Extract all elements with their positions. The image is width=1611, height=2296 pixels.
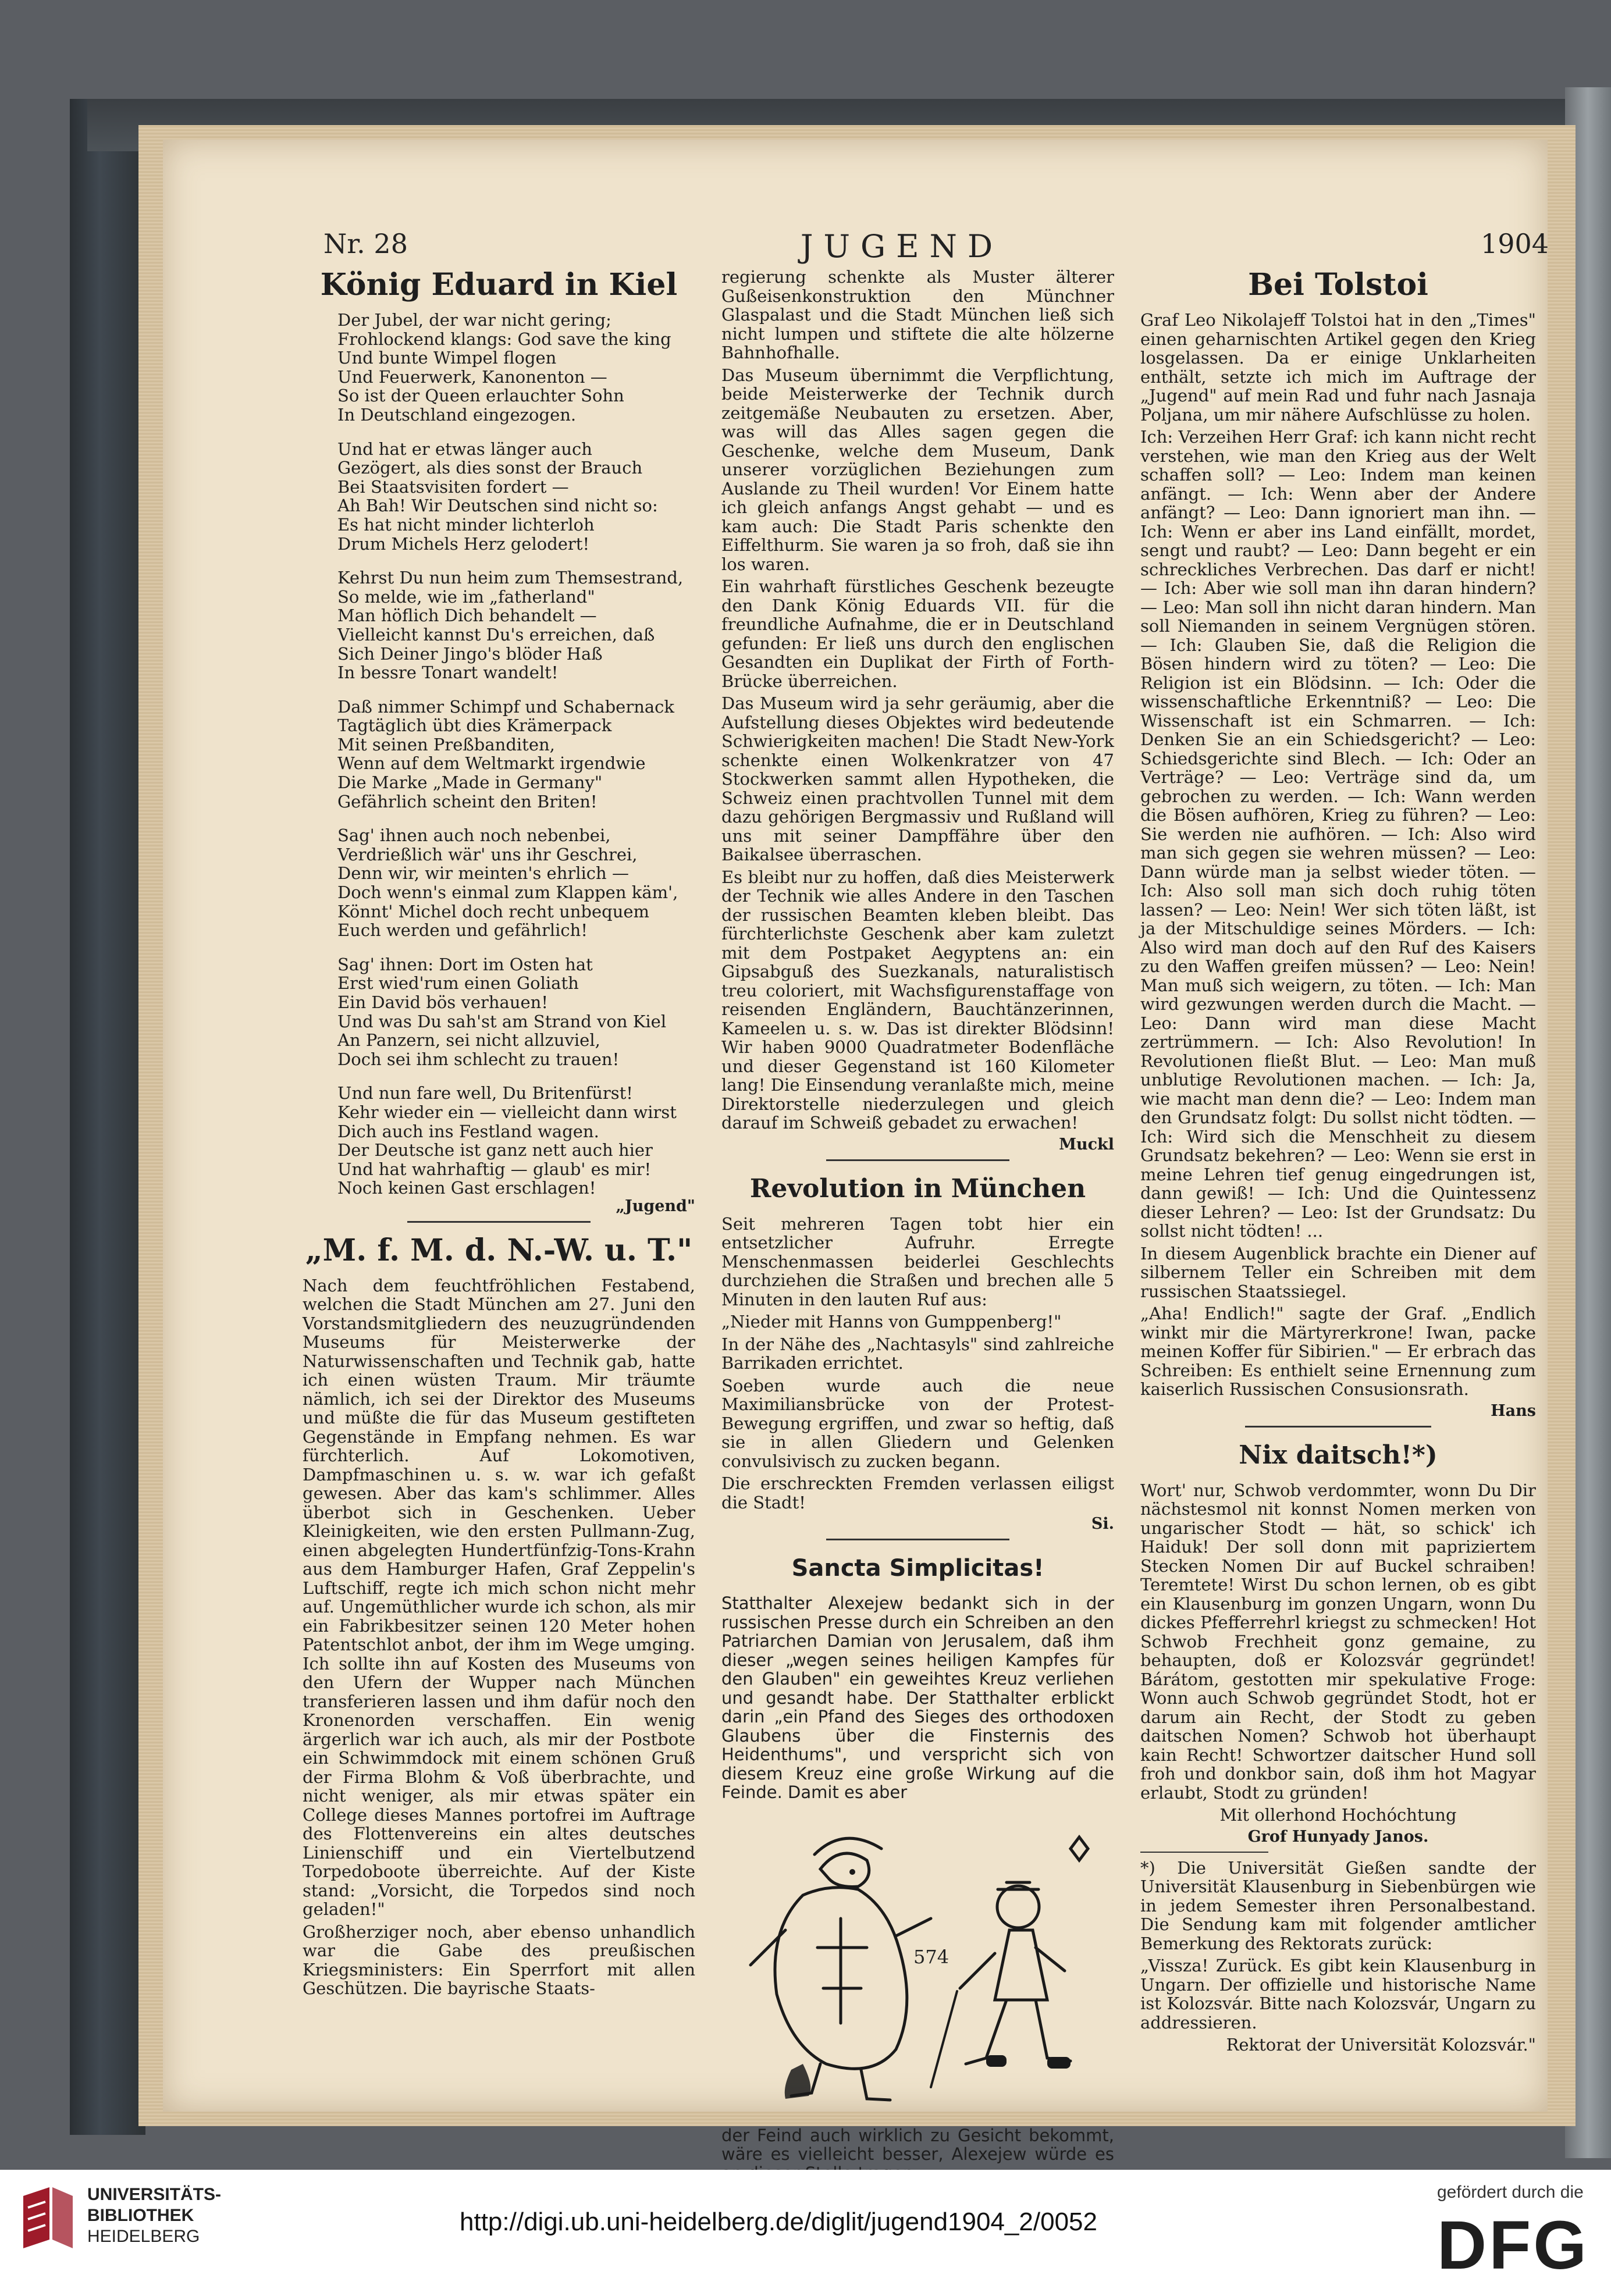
year: 1904 bbox=[1481, 228, 1549, 259]
poem-stanza: Daß nimmer Schimpf und Schabernack Tagtäglich übt dies Krämerpack Mit seinen Preßbanditen, Wenn auf dem Weltmarkt irgendwie Die Marke „Made in Germany" Gefährlich scheint den Briten! bbox=[337, 696, 674, 811]
paragraph: Das Museum wird ja sehr geräumig, aber die Aufstellung dieses Objektes wird bedeutende Schwierigkeiten machen! Die Stadt New-York schenkte einen Wolkenkratzer von 47 Stockwerken sammt allen Hypotheken, die Schweiz einen prachtvollen Tunnel mit dem dazu gehörigen Bergmassiv und Rußland will uns mit seiner Dampffähre über den Baikalsee überraschen. bbox=[721, 693, 1114, 864]
library-line: UNIVERSITÄTS- bbox=[87, 2185, 222, 2204]
paragraph: Graf Leo Nikolajeff Tolstoi hat in den „Times" einen geharnischten Artikel gegen den Krieg losgelassen. Da er einige Unklarheiten enthält, setzte ich mich im Auftrage der „Jugend" auf mein Rad und fuhr nach Jasnaja Poljana, um mir nähere Aufschlüsse zu holen. bbox=[1140, 310, 1536, 425]
paragraph: „Aha! Endlich!" sagte der Graf. „Endlich winkt mir die Märtyrerkrone! Iwan, packe meinen Koffer für Sibirien." — Er erbrach das Schreiben: Es enthielt seine Ernennung zum kaiserlich Russischen Consusionsrath. bbox=[1140, 1304, 1536, 1399]
paragraph: In der Nähe des „Nachtasyls" sind zahlreiche Barrikaden errichtet. bbox=[721, 1334, 1114, 1373]
footnote: *) Die Universität Gießen sandte der Universität Klausenburg in Siebenbürgen wie in jedem Semester ihren Personalbestand. Die Sendung kam mit folgender amtlicher Bemerkung des Rektorats zurück: bbox=[1140, 1857, 1536, 1953]
poem-stanza: Kehrst Du nun heim zum Themsestrand, So melde, wie im „fatherland" Man höflich Dich behandelt — Vielleicht kannst Du's erreichen, daß Sich Deiner Jingo's blöder Haß In bessre Tonart wandelt! bbox=[337, 568, 684, 683]
signature: Hans bbox=[1491, 1401, 1536, 1420]
paragraph: Statthalter Alexejew bedankt sich in der russischen Presse durch ein Schreiben an den Patriarchen Damian von Jerusalem, daß ihm dieser „wegen seines heiligen Kampfes für den Glauben" ein geweihtes Kreuz verliehen und gesandt habe. Der Statthalter erblickt darin „ein Pfand des Sieges des orthodoxen Glaubens über die Finsternis des Heidenthums", und verspricht sich von diesem Kreuz eine große Wirkung auf die Feinde. Damit es aber bbox=[721, 1593, 1114, 1802]
paragraph: der Feind auch wirklich zu Gesicht bekommt, wäre es vielleicht besser, Alexejew würde es bbox=[721, 2125, 1114, 2164]
issue-number: Nr. 28 bbox=[323, 228, 408, 259]
article-title-revolution: Revolution in München bbox=[749, 1173, 1086, 1204]
poem-stanza: Und nun fare well, Du Britenfürst! Kehr wieder ein — vielleicht dann wirst Dich auch ins Festland wagen. Der Deutsche ist ganz nett auch hier Und hat wahrhaftig — glaub' es mir! Noch keinen Gast erschlagen! bbox=[337, 1083, 677, 1198]
divider bbox=[826, 1539, 1009, 1540]
magazine-title: JUGEND bbox=[800, 228, 1004, 265]
column-left bbox=[303, 268, 695, 2002]
paragraph: Die erschreckten Fremden verlassen eiligst die Stadt! bbox=[721, 1473, 1114, 1512]
sancta-simplicitas-block bbox=[721, 1551, 1114, 2183]
dfg-logo: DFG bbox=[1437, 2207, 1589, 2284]
article-title-nix-daitsch: Nix daitsch!*) bbox=[1239, 1440, 1438, 1470]
paragraph: Mit ollerhond Hochóchtung bbox=[1219, 1805, 1457, 1825]
university-library-logo-icon bbox=[17, 2184, 76, 2254]
poem bbox=[303, 311, 695, 1198]
article-title-tolstoi: Bei Tolstoi bbox=[1248, 267, 1428, 302]
footnote-divider bbox=[1140, 1852, 1268, 1853]
poem-stanza: Sag' ihnen auch noch nebenbei, Verdrießlich wär' uns ihr Geschrei, Denn wir, wir meinten's ehrlich — Doch wenn's einmal zum Klappen käm', Könnt' Michel doch recht unbequem Euch werden und gefährlich! bbox=[337, 825, 678, 941]
poem-stanza: Der Jubel, der war nicht gering; Frohlockend klangs: God save the king Und bunte Wimpel flogen Und Feuerwerk, Kanonenton — So ist der Queen erlauchter Sohn In Deutschland eingezogen. bbox=[337, 310, 671, 425]
article-title-museum: „M. f. M. d. N.-W. u. T." bbox=[305, 1232, 693, 1268]
poem-stanza: Sag' ihnen: Dort im Osten hat Erst wied'rum einen Goliath Ein David bös verhauen! Und was Du sah'st am Strand von Kiel An Panzern, sei nicht allzuviel, Doch sei ihm schlecht zu trauen! bbox=[337, 954, 667, 1069]
footnote: „Vissza! Zurück. Es gibt kein Klausenburg in Ungarn. Der offizielle und historische Name ist Kolozsvár. Bitte nach Kolozsvár, Ungarn zu addressieren. bbox=[1140, 1956, 1536, 2032]
paragraph: Das Museum übernimmt die Verpflichtung, beide Meisterwerke der Technik durch zeitgemäße Neubauten zu ersetzen. Aber, was will das Alles sagen gegen die Geschenke, welche dem Museum, Dank unserer vorzüglichen Beziehungen zum Auslande zu Theil wurden! Vor Einem hatte ich gleich anfangs Angst gehabt — und es kam auch: Die Stadt Paris schenkte den Eiffelthurm. Sie waren ja so froh, daß sie ihn los waren. bbox=[721, 365, 1114, 574]
paragraph: regierung schenkte als Muster älterer Gußeisenkonstruktion den Münchner Glaspalast und die Stadt München ließ sich nicht lumpen und stiftete die alte hölzerne Bahnhofhalle. bbox=[721, 267, 1114, 362]
book-cover-edge bbox=[70, 99, 145, 2135]
paragraph: „Nieder mit Hanns von Gumppenberg!" bbox=[721, 1312, 1062, 1332]
signature: „Jugend" bbox=[616, 1197, 695, 1215]
divider bbox=[407, 1221, 591, 1223]
paragraph: Soeben wurde auch die neue Maximiliansbrücke von der Protest-Bewegung ergriffen, und zwar so heftig, daß sie in allen Gliedern und Gelenken convulsivisch zu zucken begann. bbox=[721, 1375, 1114, 1471]
signature: Si. bbox=[1091, 1515, 1114, 1533]
divider bbox=[1245, 1426, 1431, 1428]
library-line: BIBLIOTHEK bbox=[87, 2206, 194, 2225]
paragraph: In diesem Augenblick brachte ein Diener auf silbernem Teller ein Schreiben mit dem russischen Staatssiegel. bbox=[1140, 1243, 1536, 1301]
signature: Muckl bbox=[1059, 1135, 1114, 1154]
article-title-koenig-eduard: König Eduard in Kiel bbox=[320, 267, 678, 302]
library-name bbox=[87, 2184, 221, 2247]
footnote: Rektorat der Universität Kolozsvár." bbox=[1226, 2035, 1536, 2055]
paragraph: Großherziger noch, aber ebenso unhandlich war die Gabe des preußischen Kriegsministers: Ein Sperrfort mit allen Geschützen. Die bayrische Staats- bbox=[303, 1921, 695, 1999]
paragraph: Wort' nur, Schwob verdommter, wonn Du Dir nächstesmol nit konnst Nomen merken von ungarischer Stodt — hät, so schick' ich Haiduk! Der soll donn mit papriziertem Stecken Nomen Dir auf Buckel schraiben! Teremtete! Wirst Du schon lernen, ob es gibt ein Klausenburg im gonzen Ungarn, wonn Du dickes Pfefferrehrl kriegst zu schmecken! Hot Schwob Frechheit gonz gemaine, zu behaupten, doß er Kolozsvár gegründet! Bárátom, gestotten mir spekulative Froge: Wonn auch Schwob gegründet Stodt, hot er darum ain Recht, der Stodt zu geben daitschen Nomen? Schwob hot überhaupt kain Recht! Schwortzer daitscher Hund soll froh und donkbor sain, doß ihm hot Magyar erlaubt, Stodt zu gründen! bbox=[1140, 1480, 1536, 1803]
page-number: 574 bbox=[913, 1946, 949, 1968]
paragraph: Seit mehreren Tagen tobt hier ein entsetzlicher Aufruhr. Erregte Menschenmassen beiderlei Geschlechts durchziehen die Straßen und brechen alle 5 Minuten in den lauten Ruf aus: bbox=[721, 1213, 1114, 1309]
funded-by-label: gefördert durch die bbox=[1437, 2183, 1584, 2202]
column-right bbox=[1140, 268, 1536, 2058]
library-line: HEIDELBERG bbox=[87, 2227, 200, 2246]
column-middle bbox=[721, 268, 1114, 2186]
divider bbox=[826, 1159, 1009, 1161]
permalink-url[interactable]: http://digi.ub.uni-heidelberg.de/diglit/jugend1904_2/0052 bbox=[460, 2208, 1097, 2236]
poem-stanza: Und hat er etwas länger auch Gezögert, als dies sonst der Brauch Bei Staatsvisiten fordert — Ah Bah! Wir Deutschen sind nicht so: Es hat nicht minder lichterloh Drum Michels Herz gelodert! bbox=[337, 439, 658, 554]
paragraph: Nach dem feuchtfröhlichen Festabend, welchen die Stadt München am 27. Juni den Vorstandsmitgliedern des neuzugründenden Museums für Meisterwerke der Naturwissenschaften und Technik gab, hatte ich einen wüsten Traum. Mir träumte nämlich, ich sei der Direktor des Museums und müßte die für das Museum gestifteten Gegenstände in Empfang nehmen. Es war fürchterlich. Auf Lokomotiven, Dampfmaschinen u. s. w. war ich gefaßt gewesen. Aber das kam's schlimmer. Alles überbot sich in Geschenken. Ueber Kleinigkeiten, wie den ersten Pullmann-Zug, einen abgelegten Hundertfünfzig-Tons-Krahn aus dem Hamburger Hafen, Graf Zeppelin's Luftschiff, regte ich mich schon nicht mehr auf. Ungemüthlicher wurde ich schon, als mir ein Fabrikbesitzer seinen 120 Meter hohen Patentschlot anbot, der ihm im Wege umging. Ich sollte ihn auf Kosten des Museums von den Ufern der Wupper nach München transferieren lassen und ihm dafür noch den Kronenorden verschaffen. Ein wenig ärgerlich war ich auch, als mir der Postbote ein Schwimmdock mit einem schönen Gruß der Firma Blohm & Voß überbrachte, und nicht weniger, als mir etwas später ein College dieses Mannes portofrei im Auftrage des Flottenvereins ein altes deutsches Linienschiff und ein Viertelbutzend Torpedoboote überreichte. Auf der Kiste stand: „Vorsicht, die Torpedos sind noch geladen!" bbox=[303, 1275, 695, 1920]
paragraph: Es bleibt nur zu hoffen, daß dies Meisterwerk der Technik wie alles Andere in den Taschen der russischen Beamten kleben bleibt. Das fürchterlichste Geschenk aber kam zuletzt mit dem Postpaket Aegyptens an: ein Gipsabguß des Suezkanals, naturalistisch treu coloriert, mit Wachsfigurenstaffage von reisenden Engländern, Bauchtänzerinnen, Kameelen u. s. w. Das ist direkter Blödsinn! Wir haben 9000 Quadratmeter Bodenfläche und dieser Gegenstand ist 160 Kilometer lang! Die Einsendung veranlaßte mich, meine Direktorstelle niederzulegen und gleich darauf im Schweiß gebadet zu erwachen! bbox=[721, 867, 1114, 1133]
paragraph: Ein wahrhaft fürstliches Geschenk bezeugte den Dank König Eduards VII. für die freundliche Aufnahme, die er in Deutschland gefunden: Er ließ uns durch den englischen Gesandten ein Duplikat der Firth of Forth-Brücke überreichen. bbox=[721, 576, 1114, 691]
article-title-sancta: Sancta Simplicitas! bbox=[791, 1555, 1044, 1582]
signature: Grof Hunyady Janos. bbox=[1247, 1827, 1429, 1846]
paragraph: Ich: Verzeihen Herr Graf: ich kann nicht recht verstehen, wie man den Krieg aus der Welt schaffen soll? — Leo: Indem man keinen anfängt. — Ich: Wenn aber der Andere anfängt? — Leo: Dann ignoriert man ihn. — Ich: Wenn er aber ins Land einfällt, mordet, sengt und raubt? — Leo: Dann begeht er ein schreckliches Verbrechen. Das darf er nicht! — Ich: Aber wie soll man ihn daran hindern? — Leo: Man soll ihn nicht daran hindern. Man soll Niemanden in seinem Vergnügen stören. — Ich: Glauben Sie, daß die Religion die Bösen hindern wird zu töten? — Leo: Die Religion ist ein Blödsinn. — Ich: Oder die wissenschaftliche Erkenntniß? — Leo: Die Wissenschaft ist ein Schmarren. — Ich: Denken Sie an ein Schiedsgericht? — Leo: Schiedsgerichte sind Blech. — Ich: Oder an Verträge? — Leo: Verträge sind da, um gebrochen zu werden. — Ich: Wann werden die Bösen aufhören, Krieg zu führen? — Leo: Sie werden nie aufhören. — Ich: Also wird man sich gegen sie wehren müssen? — Leo: Dann würde man ja selbst wieder töten. — Ich: Also soll man sich doch ruhig töten lassen? — Leo: Nein! Wer sich töten läßt, ist ja der Mitschuldige seines Mörders. — Ich: Also wird man doch auf den Ruf des Kaisers zu den Waffen greifen müssen? — Leo: Nein! Man muß sich weigern, zu töten. — Ich: Man wird gezwungen werden durch die Macht. — Leo: Dann wird man diese Macht zertrümmern. — Ich: Also Revolution! In Revolutionen fließt Blut. — Leo: Man muß unblutige Revolutionen machen. — Ich: Ja, wie macht man denn die? — Leo: Indem man den Grundsatz folgt: Du sollst nicht tödten. — Ich: Wird sich die Menschheit zu diesem Grundsatz bekehren? — Leo: Wenn sie erst in meine Lehren tief genug eingedrungen ist, dann gewiß! — Ich: Und die Quintessenz dieser Lehren? — Leo: Ist der Grundsatz: Du sollst nicht tödten! ... bbox=[1140, 427, 1536, 1241]
